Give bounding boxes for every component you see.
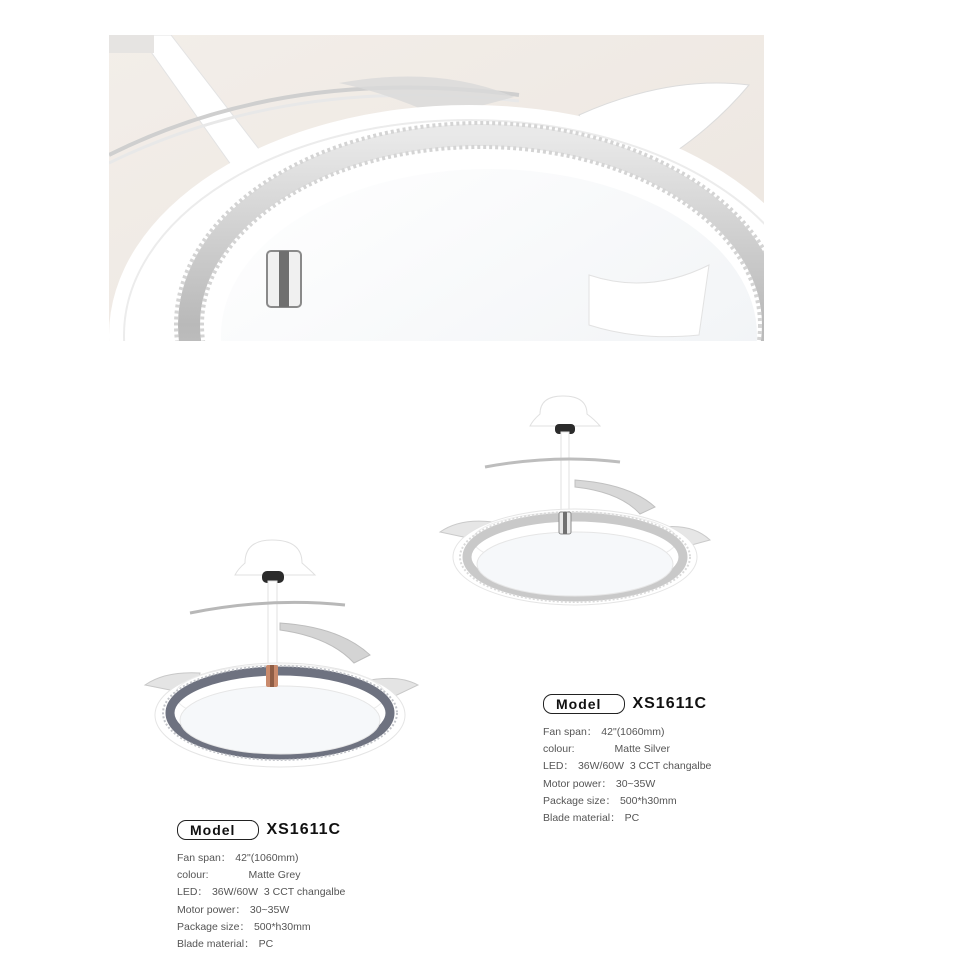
spec-colour [177,867,345,884]
spec-led [177,884,345,901]
spec-label: Motor power： [177,903,246,916]
spec-value: 36W/60W 3 CCT changalbe [577,760,712,773]
model-row [543,694,711,714]
spec-motor-power [177,902,345,919]
spec-label: Blade material： [177,938,255,951]
spec-label: Fan span： [177,852,232,864]
spec-label: LED： [177,886,208,899]
spec-value: 500*h30mm [619,794,677,807]
spec-package-size [543,793,711,810]
spec-value: PC [624,812,640,825]
spec-blade-material [177,936,345,953]
spec-fan-span [177,850,345,867]
spec-list [177,850,345,953]
spec-colour [543,741,711,758]
model-name: XS1611C [632,695,708,712]
spec-label: Blade material： [543,812,621,825]
spec-list [543,724,711,827]
spec-value: Matte Grey [248,869,301,882]
spec-led [543,758,711,775]
hero-closeup-image [109,35,764,341]
model-tag: Model [543,694,618,714]
model-row [177,820,345,840]
spec-blade-material [543,810,711,827]
spec-label: LED： [543,760,574,773]
spec-value: 42"(1060mm) [235,852,299,864]
spec-value: 42"(1060mm) [601,726,665,738]
spec-value: 500*h30mm [253,920,311,933]
spec-fan-span [543,724,711,741]
product-image-matte-silver [435,392,720,607]
spec-label: Fan span： [543,726,598,738]
spec-motor-power [543,776,711,793]
spec-value: 36W/60W 3 CCT changalbe [211,886,346,899]
spec-value: 30~35W [249,903,290,916]
spec-value: PC [258,938,274,951]
product-image-matte-grey [140,535,430,770]
spec-label: colour: [543,743,575,756]
fan-closeup-illustration [109,35,764,341]
model-name: XS1611C [266,821,342,838]
spec-label: Motor power： [543,777,612,790]
spec-block-matte-grey [177,820,345,953]
spec-label: Package size： [543,794,616,807]
spec-package-size [177,919,345,936]
spec-block-matte-silver [543,694,711,827]
spec-value: Matte Silver [614,743,670,756]
ceiling-fan-matte-grey [140,535,430,770]
spec-label: colour: [177,869,209,882]
spec-value: 30~35W [615,777,656,790]
spec-label: Package size： [177,920,250,933]
model-tag: Model [177,820,252,840]
ceiling-fan-matte-silver [435,392,720,607]
